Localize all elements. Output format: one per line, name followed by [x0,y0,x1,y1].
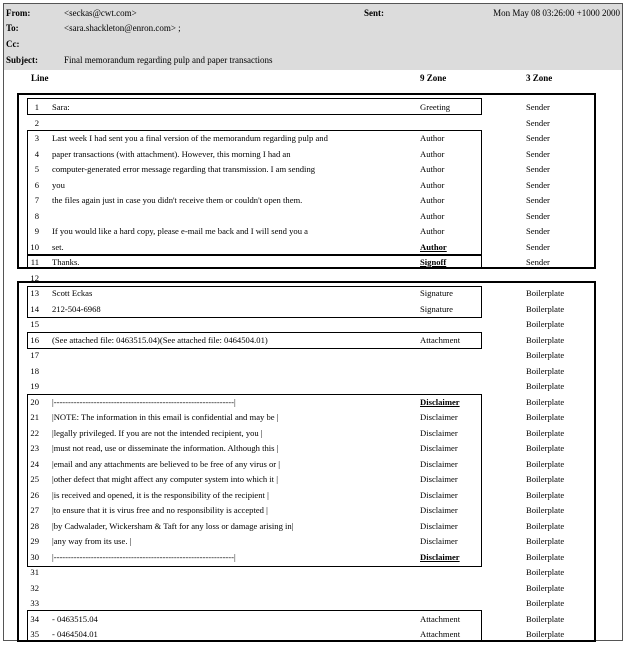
zone3-label: Boilerplate [526,489,565,500]
zone3-label: Boilerplate [526,365,565,376]
line-text: (See attached file: 0463515.04)(See attached file: 0464504.01) [52,334,268,345]
zone9-label: Disclaimer [420,536,458,546]
line-number: 15 [30,319,39,329]
line-column-header: Line [31,73,49,83]
zone3-label: Sender [526,164,550,174]
line-row [4,193,622,209]
line-row [4,395,622,411]
line-number: 16 [30,334,39,345]
line-number: 28 [30,520,39,531]
zone3-label: Boilerplate [526,505,565,515]
line-row [4,209,622,225]
zone3-label: Boilerplate [526,427,565,438]
line-number: 14 [30,303,39,314]
zone9-label: Disclaimer [420,458,458,469]
zone3-label: Boilerplate [526,381,565,391]
zone9-label: Disclaimer [420,505,458,515]
zone3-label: Boilerplate [526,350,565,360]
line-text: - 0464504.01 [52,629,98,639]
zone3-label: Boilerplate [526,288,565,298]
line-row [4,581,622,597]
column-headers [4,70,622,86]
line-number: 27 [30,505,39,515]
zone9-column-header: 9 Zone [420,73,447,83]
line-row [4,472,622,488]
zone9-label: Signature [420,288,453,298]
line-number: 24 [30,458,39,469]
line-row [4,612,622,628]
line-text: |---------------------------------------------------------------| [52,396,236,407]
to-value: <sara.shackleton@enron.com> ; [64,23,181,33]
line-number: 9 [34,226,39,236]
zone3-label: Sender [526,117,550,128]
line-number: 5 [34,164,39,174]
line-text: |by Cadwalader, Wickersham & Taft for any loss or damage arising in| [52,520,294,531]
zone9-label: Disclaimer [420,443,458,453]
zone3-label: Sender [526,241,550,252]
zone3-label: Boilerplate [526,412,565,422]
zone3-label: Boilerplate [526,458,565,469]
zone9-label: Author [420,241,447,252]
line-row [4,255,622,271]
zone9-label: Disclaimer [420,412,458,422]
zone9-label: Author [420,133,445,143]
line-row [4,488,622,504]
line-text: |must not read, use or disseminate the information. Although this | [52,443,279,453]
zone3-label: Boilerplate [526,303,565,314]
zone9-label: Signature [420,303,453,314]
zone9-label: Attachment [420,629,461,639]
to-row [4,21,622,35]
line-text: - 0463515.04 [52,613,98,624]
cc-row [4,37,622,51]
subject-value: Final memorandum regarding pulp and paper transactions [64,55,273,65]
line-row [4,333,622,349]
line-number: 17 [30,350,39,360]
line-row [4,519,622,535]
line-text: paper transactions (with attachment). However, this morning I had an [52,148,291,159]
zone3-label: Sender [526,148,550,159]
line-number: 4 [34,148,39,159]
line-number: 20 [30,396,39,407]
line-text: |legally privileged. If you are not the intended recipient, you | [52,427,263,438]
zone9-label: Attachment [420,334,461,345]
line-row [4,426,622,442]
line-number: 13 [30,288,39,298]
line-number: 1 [34,102,39,112]
sent-label: Sent: [364,8,384,18]
zone3-label: Boilerplate [526,629,565,639]
from-label: From: [6,8,31,18]
line-number: 34 [30,613,39,624]
line-text: Last week I had sent you a final version of the memorandum regarding pulp and [52,133,328,143]
line-number: 8 [34,210,39,221]
zone3-label: Boilerplate [526,474,565,484]
line-number: 22 [30,427,39,438]
zone9-label: Author [420,148,445,159]
line-row [4,240,622,256]
zone3-label: Boilerplate [526,396,565,407]
line-number: 29 [30,536,39,546]
from-row [4,6,622,20]
line-row [4,364,622,380]
zone9-label: Disclaimer [420,396,460,407]
line-number: 3 [34,133,39,143]
zone9-label: Author [420,226,445,236]
zone3-label: Boilerplate [526,567,565,577]
line-number: 31 [30,567,39,577]
zone3-label: Sender [526,102,550,112]
line-row [4,457,622,473]
line-number: 23 [30,443,39,453]
line-row [4,565,622,581]
zone3-label: Boilerplate [526,598,565,608]
line-text: set. [52,241,64,252]
line-text: |other defect that might affect any computer system into which it | [52,474,278,484]
line-text: 212-504-6968 [52,303,101,314]
line-row [4,116,622,132]
line-row [4,441,622,457]
line-text: Thanks. [52,257,80,267]
zone3-label: Sender [526,179,550,190]
line-row [4,224,622,240]
line-row [4,410,622,426]
line-row [4,178,622,194]
line-number: 10 [30,241,39,252]
zone3-label: Boilerplate [526,334,565,345]
zone9-label: Disclaimer [420,489,458,500]
cc-label: Cc: [6,39,20,49]
line-row [4,317,622,333]
line-text: |---------------------------------------------------------------| [52,551,236,562]
zone3-label: Sender [526,226,550,236]
line-row [4,379,622,395]
line-number: 30 [30,551,39,562]
line-text: |any way from its use. | [52,536,132,546]
line-number: 25 [30,474,39,484]
zone9-label: Author [420,210,445,221]
line-row [4,100,622,116]
zone3-label: Boilerplate [526,613,565,624]
line-row [4,162,622,178]
zone3-label: Sender [526,195,550,205]
zone9-label: Attachment [420,613,461,624]
line-text: the files again just in case you didn't receive them or couldn't open them. [52,195,303,205]
line-number: 19 [30,381,39,391]
zone3-label: Boilerplate [526,520,565,531]
line-row [4,503,622,519]
line-number: 6 [34,179,39,190]
zone3-label: Sender [526,257,550,267]
zone9-label: Disclaimer [420,551,460,562]
line-text: you [52,179,65,190]
line-number: 12 [30,272,39,283]
subject-label: Subject: [6,55,38,65]
line-row [4,596,622,612]
zone3-column-header: 3 Zone [526,73,553,83]
line-row [4,271,622,287]
zone9-label: Author [420,195,445,205]
line-row [4,550,622,566]
line-row [4,302,622,318]
zone9-label: Signoff [420,257,447,267]
line-number: 32 [30,582,39,593]
line-row [4,147,622,163]
line-row [4,627,622,643]
zone9-label: Disclaimer [420,474,458,484]
line-text: Scott Eckas [52,288,93,298]
line-number: 2 [34,117,39,128]
to-label: To: [6,23,19,33]
line-text: If you would like a hard copy, please e-mail me back and I will send you a [52,226,308,236]
zone9-label: Author [420,179,445,190]
zone3-label: Boilerplate [526,536,565,546]
zone9-label: Disclaimer [420,427,458,438]
line-row [4,348,622,364]
line-number: 18 [30,365,39,376]
zone9-label: Author [420,164,445,174]
zone9-label: Greeting [420,102,451,112]
email-header [4,4,622,70]
sent-value: Mon May 08 03:26:00 +1000 2000 [493,8,620,18]
line-row [4,534,622,550]
line-number: 33 [30,598,39,608]
line-text: computer-generated error message regarding that transmission. I am sending [52,164,316,174]
line-text: |email and any attachments are believed to be free of any virus or | [52,458,280,469]
email-document [3,3,623,641]
line-number: 7 [34,195,39,205]
line-number: 35 [30,629,39,639]
line-text: |is received and opened, it is the responsibility of the recipient | [52,489,269,500]
line-row [4,131,622,147]
line-row [4,286,622,302]
zone3-label: Boilerplate [526,551,565,562]
line-number: 11 [30,257,39,267]
zone3-label: Sender [526,133,550,143]
from-value: <seckas@cwt.com> [64,8,137,18]
subject-row [4,53,622,67]
zone3-label: Boilerplate [526,582,565,593]
line-text: Sara: [52,102,70,112]
zone3-label: Boilerplate [526,443,565,453]
line-number: 21 [30,412,39,422]
zone9-label: Disclaimer [420,520,458,531]
zone3-label: Sender [526,210,550,221]
zone3-label: Boilerplate [526,319,565,329]
line-text: |to ensure that it is virus free and no responsibility is accepted | [52,505,268,515]
line-number: 26 [30,489,39,500]
line-text: |NOTE: The information in this email is confidential and may be | [52,412,279,422]
